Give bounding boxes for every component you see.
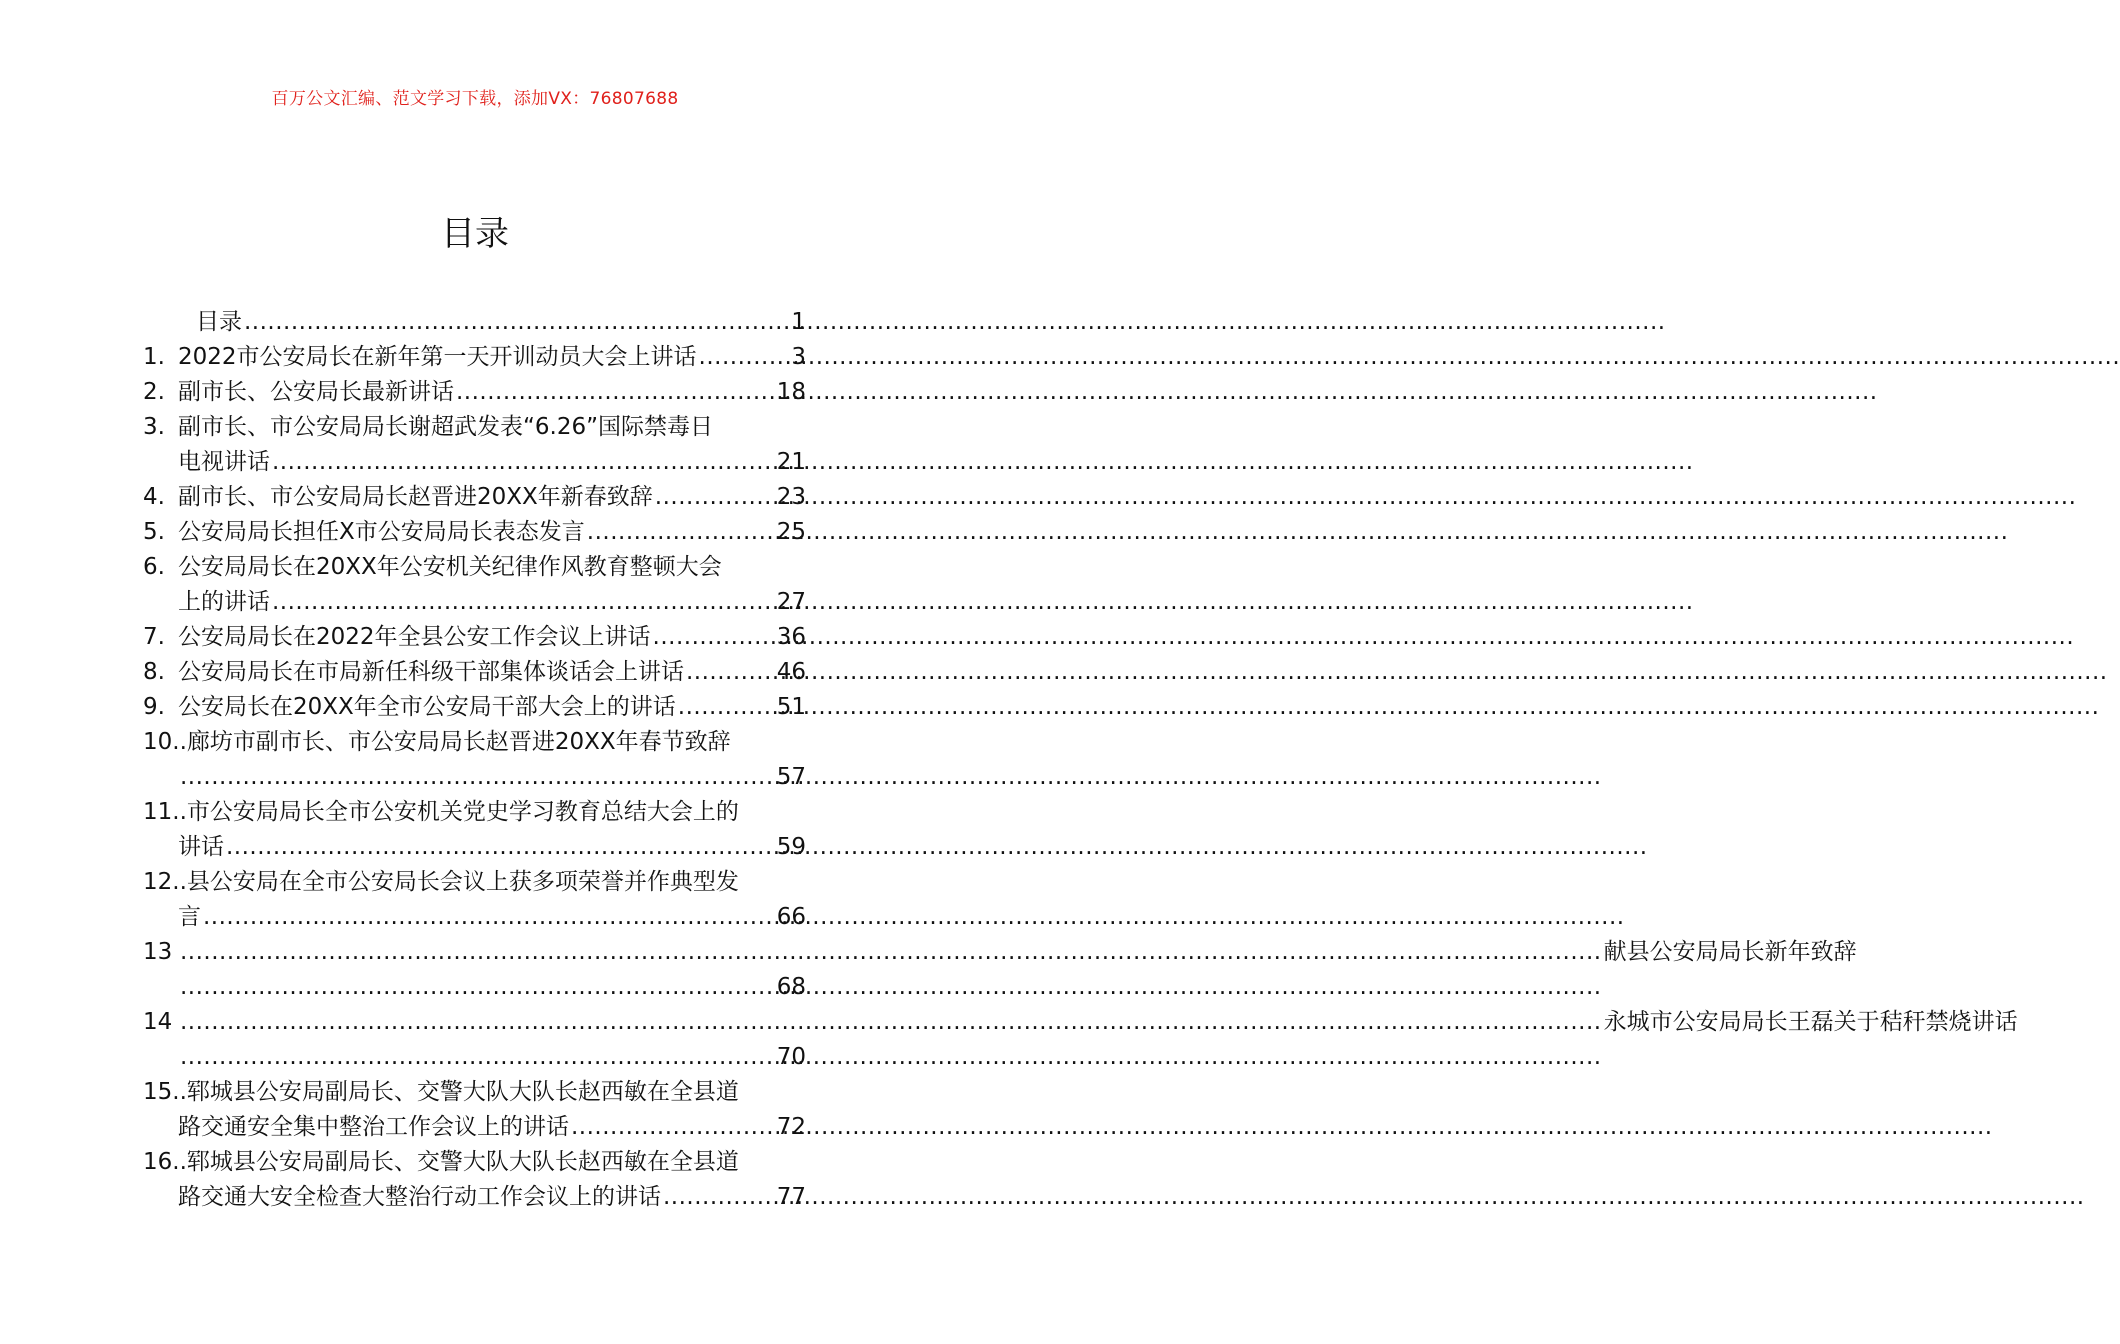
- toc-entry-number: 4.: [143, 484, 165, 510]
- toc-entry-title: 廊坊市副市长、市公安局局长赵晋进20XX年春节致辞: [186, 729, 731, 755]
- table-of-contents: [143, 305, 2018, 1215]
- toc-entry-title: 市公安局局长全市公安机关党史学习教育总结大会上的: [186, 799, 739, 825]
- leader-dots: [226, 830, 775, 865]
- toc-entry-line: [143, 1180, 806, 1215]
- toc-entry[interactable]: [143, 935, 1857, 1005]
- toc-entry[interactable]: [143, 690, 806, 725]
- toc-entry-title: 副市长、市公安局局长谢超武发表“6.26”国际禁毒日: [178, 414, 714, 440]
- toc-entry-title: 副市长、公安局长最新讲话: [178, 379, 454, 405]
- toc-page-number: 77: [776, 1184, 806, 1210]
- toc-entry-number: 14: [143, 1009, 173, 1035]
- toc-entry-title: 郓城县公安局副局长、交警大队大队长赵西敏在全县道: [186, 1149, 739, 1175]
- toc-entry-line: [143, 480, 806, 515]
- toc-entry-line: [143, 900, 806, 935]
- toc-entry-title: 讲话: [178, 834, 224, 860]
- toc-entry-title: 副市长、市公安局局长赵晋进20XX年新春致辞: [178, 484, 653, 510]
- page-title: 目录: [441, 214, 509, 254]
- toc-page-number: 46: [776, 659, 806, 685]
- toc-page-number: 25: [776, 519, 806, 545]
- leader-dots: [180, 1040, 775, 1075]
- toc-entry[interactable]: [143, 1075, 806, 1145]
- toc-entry-number: 10..: [143, 729, 187, 755]
- toc-entry-title: 路交通大安全检查大整治行动工作会议上的讲话: [178, 1184, 661, 1210]
- toc-entry[interactable]: [143, 480, 806, 515]
- toc-entry-line: [143, 340, 806, 375]
- leader-dots: [244, 305, 789, 340]
- toc-entry-line: [143, 935, 1857, 970]
- toc-entry-line: [143, 830, 806, 865]
- toc-entry-title: 公安局长在20XX年全市公安局干部大会上的讲话: [178, 694, 676, 720]
- toc-entry-line: [143, 690, 806, 725]
- toc-entry-number: 8.: [143, 659, 165, 685]
- toc-page-number: 23: [776, 484, 806, 510]
- toc-entry[interactable]: [143, 515, 806, 550]
- leader-dots: [699, 340, 790, 375]
- toc-entry[interactable]: [143, 1005, 2018, 1075]
- toc-entry-line: [143, 655, 806, 690]
- leader-dots: [203, 900, 775, 935]
- leader-dots: [653, 620, 775, 655]
- toc-entry-line: [143, 1110, 806, 1145]
- toc-entry-title: 目录: [196, 309, 242, 335]
- toc-entry[interactable]: [143, 1145, 806, 1215]
- toc-entry-line: [143, 620, 806, 655]
- toc-entry-line: [143, 760, 806, 795]
- watermark-header: 百万公文汇编、范文学习下载，添加VX：76807688: [271, 89, 679, 109]
- toc-entry-line: [143, 515, 806, 550]
- toc-page-number: 21: [776, 449, 806, 475]
- leader-dots: [456, 375, 775, 410]
- toc-entry-line: [143, 970, 806, 1005]
- toc-entry-line: [143, 1145, 806, 1180]
- toc-entry-line: [143, 1040, 806, 1075]
- toc-page-number: 51: [776, 694, 806, 720]
- toc-entry-line: [143, 550, 806, 585]
- toc-entry-number: 1.: [143, 344, 165, 370]
- toc-page-number: 66: [776, 904, 806, 930]
- toc-page-number: 57: [776, 764, 806, 790]
- toc-entry-line: [143, 445, 806, 480]
- leader-dots: [272, 585, 775, 620]
- toc-entry-number: 2.: [143, 379, 165, 405]
- toc-page-number: 3: [791, 344, 806, 370]
- toc-entry[interactable]: [143, 620, 806, 655]
- toc-entry[interactable]: [143, 865, 806, 935]
- toc-entry[interactable]: [143, 795, 806, 865]
- toc-entry[interactable]: [143, 655, 806, 690]
- toc-entry-title: 电视讲话: [178, 449, 270, 475]
- leader-dots: [678, 690, 775, 725]
- toc-entry[interactable]: [143, 340, 806, 375]
- leader-dots: [180, 1005, 1602, 1040]
- toc-entry-number: 6.: [143, 554, 165, 580]
- toc-entry[interactable]: [143, 375, 806, 410]
- toc-page-number: 1: [791, 309, 806, 335]
- leader-dots: [272, 445, 775, 480]
- toc-entry-title: 公安局局长在20XX年公安机关纪律作风教育整顿大会: [178, 554, 722, 580]
- toc-entry-number: 12..: [143, 869, 187, 895]
- toc-entry-line: [143, 725, 806, 760]
- toc-entry-line: [143, 585, 806, 620]
- leader-dots: [180, 970, 775, 1005]
- toc-entry-number: 7.: [143, 624, 165, 650]
- toc-entry-line: [143, 375, 806, 410]
- toc-entry-number: 5.: [143, 519, 165, 545]
- toc-page-number: 72: [776, 1114, 806, 1140]
- toc-page-number: 18: [776, 379, 806, 405]
- toc-entry[interactable]: [143, 725, 806, 795]
- toc-page-number: 70: [776, 1044, 806, 1070]
- toc-entry-contents[interactable]: [143, 305, 806, 340]
- toc-entry-title: 路交通安全集中整治工作会议上的讲话: [178, 1114, 569, 1140]
- toc-entry-number: 16..: [143, 1149, 187, 1175]
- toc-entry-title: 献县公安局局长新年致辞: [1603, 939, 1857, 965]
- leader-dots: [180, 760, 775, 795]
- toc-entry-number: 9.: [143, 694, 165, 720]
- toc-entry[interactable]: [143, 410, 806, 480]
- toc-page-number: 27: [776, 589, 806, 615]
- toc-entry-number: 3.: [143, 414, 165, 440]
- toc-entry-number: 15..: [143, 1079, 187, 1105]
- toc-page-number: 68: [776, 974, 806, 1000]
- toc-entry-line: [143, 410, 806, 445]
- toc-entry-line: [143, 795, 806, 830]
- toc-entry-title: 公安局局长担任X市公安局局长表态发言: [178, 519, 585, 545]
- leader-dots: [587, 515, 775, 550]
- leader-dots: [571, 1110, 775, 1145]
- toc-entry-title: 公安局局长在市局新任科级干部集体谈话会上讲话: [178, 659, 684, 685]
- toc-entry[interactable]: [143, 550, 806, 620]
- toc-entry-title: 公安局局长在2022年全县公安工作会议上讲话: [178, 624, 651, 650]
- leader-dots: [663, 1180, 775, 1215]
- toc-entry-title: 言: [178, 904, 201, 930]
- toc-page-number: 59: [776, 834, 806, 860]
- toc-entry-line: [143, 865, 806, 900]
- toc-entry-number: 11..: [143, 799, 187, 825]
- toc-entry-title: 上的讲话: [178, 589, 270, 615]
- toc-entry-title: 郓城县公安局副局长、交警大队大队长赵西敏在全县道: [186, 1079, 739, 1105]
- toc-entry-line: [143, 1005, 2018, 1040]
- leader-dots: [686, 655, 775, 690]
- toc-entry-number: 13: [143, 939, 173, 965]
- toc-entry-title: 县公安局在全市公安局长会议上获多项荣誉并作典型发: [186, 869, 739, 895]
- leader-dots: [180, 935, 1602, 970]
- toc-entry-title: 2022市公安局长在新年第一天开训动员大会上讲话: [178, 344, 697, 370]
- toc-entry-title: 永城市公安局局长王磊关于秸秆禁烧讲话: [1603, 1009, 2018, 1035]
- toc-page-number: 36: [776, 624, 806, 650]
- leader-dots: [655, 480, 775, 515]
- toc-entry-line: [143, 1075, 806, 1110]
